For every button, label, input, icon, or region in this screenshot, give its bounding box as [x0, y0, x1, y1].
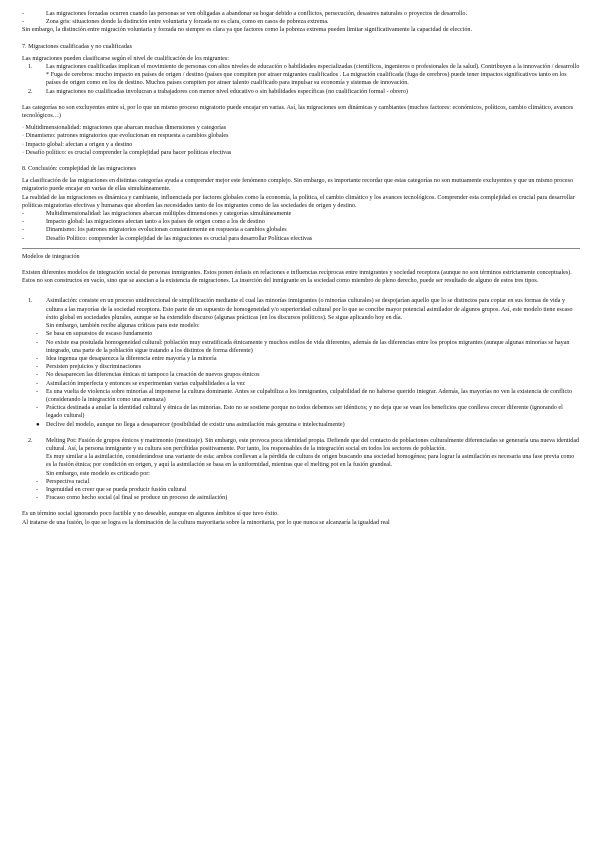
list-item — [22, 437, 580, 478]
section-heading: Modelos de integración — [22, 253, 80, 260]
list-item: 2. Las migraciones no cualificadas involucran a trabajadores con menor nivel educativo o sin habilidades específicas (no cualificación formal - obrero) — [22, 88, 580, 96]
paragraph: Sin embargo, la distinción entre migración voluntaria y forzada no siempre es clara ya que factores como la pobreza extrema pueden limitar significativamente la capacidad de elección. — [22, 27, 472, 34]
critic-item: - Persisten prejuicios y discriminaciones — [22, 363, 580, 371]
bullet-text: Zona gris: situaciones donde la distinción entre voluntaria y forzada no es clara, como en casos de pobreza extrema. — [46, 19, 329, 26]
paragraph: La clasificación de las migraciones en distintas categorías ayuda a comprender mejor este fenómeno complejo. Sin embargo, es importante recordar que estas categorías no son mutuamente excluyentes y que un mismo proceso migratorio puede encajar en varias de ellas simultáneamente. — [22, 178, 574, 193]
paragraph: Es un término social ignorando poco factible y no deseable, aunque en algunos ámbitos sí que tuvo éxito. — [22, 511, 279, 518]
paragraph: La realidad de las migraciones es dinámica y cambiante, influenciada por factores globales como la economía, la política, el cambio climático y los avances tecnológicos. Comprender esta complejidad es crucial para desarrollar políticas migratorias efectivas y humanas que aborden las necesidades tanto de los migrantes como de las sociedades de origen y destino. — [22, 194, 575, 209]
document-page — [22, 10, 580, 527]
item-note: * Fuga de cerebros: mucho impacto en países de origen / destino (países que compiten por atraer migrantes cualificados . La migración cualificada (fuga de cerebros) puede tener impactos significativos tanto en los países de origen como en los de destino. Muchos países compiten por atraer talento cualificado para impulsar su economía y sistemas de innovación. — [46, 72, 567, 87]
divider — [22, 248, 580, 249]
critic-text: Ingenuidad en creer que se pueda producir fusión cultural — [46, 486, 187, 493]
list-item: 1. Las migraciones cualificadas implican el movimiento de personas con altos niveles de educación o habilidades especializadas (científicos, ingenieros o profesionales de la salud). Contribuyen a la innovación / desarrollo * Fuga de cerebros: mucho impacto en países de origen / destino (países que compiten por atraer migrantes cualificados . La migración cualificada (fuga de cerebros) puede tener impactos significativos tanto en los países de origen como en los de destino. Muchos países compiten por atraer talento cualificado para impulsar su economía y sistemas de innovación. — [28, 64, 580, 87]
critic-item: - Idea ingenua que desaparezca la diferencia entre mayoría y la minoría — [22, 355, 580, 363]
bullet-text: Dinamismo: los patrones migratorios evolucionan constantemente en respuesta a cambios globales — [46, 227, 287, 234]
section-heading: 7. Migraciones cualificadas y no cualificadas — [22, 43, 132, 50]
critic-item: - No existe esa postulada homogeneidad cultural: población muy estratificada étnicamente y muchos estilos de vida diferentes, además de las diferencias entre los propios migrantes (aunque algunas minorías se hayan integrado, una parte de la población sigue tratando a los distintos de forma diferente) — [22, 339, 580, 355]
critic-item: - Fracaso como hecho social (al final se produce un proceso de asimilación) — [22, 494, 580, 502]
list-item: - Las migraciones forzadas ocurren cuando las personas se ven obligadas a abandonar su hogar debido a conflictos, persecución, desastres naturales o proyectos de desarrollo. — [22, 11, 467, 17]
item-text: Es muy similar a la asimilación, considerándose una variante de esta: ambos conllevan a la pérdida de cultura de origen buscando una sociedad homogénea; para lograr la asimilación es necesaria una fase previa como es la fusión étnica; por condición en origen, y aquí la asimilación se basa en la uniformidad, mientras que el melting pot en la fusión grandeal. — [46, 454, 575, 469]
list-item: - Desafío Político: comprender la complejidad de las migraciones es crucial para desarrollar Políticas efectivas — [22, 235, 313, 242]
summary-line: · Dinamismo: patrones migratorios que evolucionan en respuesta a cambios globales — [22, 133, 229, 140]
bullet-text: Multidimensionalidad: las migraciones abarcan múltiples dimensiones y categorías simultáneamente — [46, 211, 292, 218]
critic-text: No existe esa postulada homogeneidad cultural: población muy estratificada étnicamente y muchos estilos de vida diferentes, además de las diferencias entre los propios migrantes (aunque algunas minorías se hayan integrado, una parte de la población sigue tratando a los distintos de forma diferente) — [46, 339, 570, 354]
paragraph: Las categorías no son excluyentes entre sí, por lo que un mismo proceso migratorio puede encajar en varias. Así, las migraciones son dinámicas y cambiantes (muchos factores: económicos, políticos, cambio climático, avances tecnológicos…) — [22, 104, 574, 120]
critic-item: - Práctica destinada a anular la identidad cultural y étnica de las minorías. Esto no se sostiene porque no todos debemos ser idénticos; y no deja que se vean los beneficios que conlleva crecer diferente (ignorando el legado cultural) — [22, 404, 580, 420]
summary-line: · Impacto global: afectan a origen y a destino — [22, 141, 133, 148]
item-text: Las migraciones cualificadas implican el movimiento de personas con altos niveles de educación o habilidades especializadas (científicos, ingenieros o profesionales de la salud). Contribuyen a la innovación / desarrollo — [46, 64, 580, 71]
critic-item: - Se basa en supuestos de escaso fundamento — [22, 330, 580, 338]
critic-text: Práctica destinada a anular la identidad cultural y étnica de las minorías. Esto no se sostiene porque no todos debemos ser idénticos; y no deja que se vean los beneficios que conlleva crecer diferente (ignorando el legado cultural) — [46, 405, 563, 420]
critic-text: Perspectiva racial — [46, 478, 90, 485]
list-item: - Dinamismo: los patrones migratorios evolucionan constantemente en respuesta a cambios globales — [22, 227, 287, 234]
list-item: - Impacto global: las migraciones afectan tanto a los países de origen como a los de destino — [22, 219, 265, 226]
critic-text: Declive del modelo, aunque no llega a desaparecer (posibilidad de existir una asimilación más genuina e intelectualmente) — [46, 421, 345, 428]
critic-item: ● Declive del modelo, aunque no llega a desaparecer (posibilidad de existir una asimilación más genuina e intelectualmente) — [22, 421, 580, 429]
critic-text: Es una vuelta de violencia sobre minorías al imponerse la cultura dominante. Antes se culpabiliza a los inmigrantes, culpabilidad de no haberse querido integrar. Además, las mayorías no ven la existencia de conflicto (considerando la integración como una amenaza) — [46, 388, 572, 403]
bullet-text: Impacto global: las migraciones afectan tanto a los países de origen como a los de destino — [46, 219, 265, 226]
list-item — [22, 297, 580, 330]
paragraph: Las migraciones pueden clasificarse según el nivel de cualificación de los migrantes: — [22, 55, 229, 62]
critic-text: Asimilación imperfecta y entonces se experimentan varias culpabilidades a la vez — [46, 380, 245, 387]
critic-text: No desaparecen las diferencias étnicas ni tampoco la creación de nuevos grupos étnicos — [46, 372, 260, 379]
critic-item: - No desaparecen las diferencias étnicas ni tampoco la creación de nuevos grupos étnicos — [22, 371, 580, 379]
critic-item: - Es una vuelta de violencia sobre minorías al imponerse la cultura dominante. Antes se culpabiliza a los inmigrantes, culpabilidad de no haberse querido integrar. Además, las mayorías no ven la existencia de conflicto (considerando la integración como una amenaza) — [22, 388, 580, 404]
critics-intro: Sin embargo, también recibe algunas críticas para este modelo: — [46, 323, 200, 330]
paragraph: Al tratarse de una fusión, lo que se logra es la dominación de la cultura mayoritaria sobre la minoritaria, por lo que nunca se alcanzaría la igualdad real — [22, 519, 390, 526]
item-number: 1. — [28, 298, 33, 305]
critic-item: - Ingenuidad en creer que se pueda producir fusión cultural — [22, 486, 580, 494]
item-text: Las migraciones no cualificadas involucran a trabajadores con menor nivel educativo o sin habilidades específicas (no cualificación formal - obrero) — [46, 88, 408, 95]
item-number: 2. — [28, 437, 33, 444]
critic-item: - Asimilación imperfecta y entonces se experimentan varias culpabilidades a la vez — [22, 380, 580, 388]
section-heading: 8. Conclusión: complejidad de las migraciones — [22, 166, 137, 173]
paragraph: Existen diferentes modelos de integración social de personas inmigrantes. Estos ponen énfasis en relaciones e influencias recíprocas entre inmigrantes y sociedad receptora (aunque no son términos estrictamente conceptuales). Estos no son constructos en vacío, sino que se asocian a la existencia de migraciones. La inserción del inmigrante en la sociedad como miembro de pleno derecho, puede ser resultado de alguno de estos tres tipos. — [22, 270, 572, 285]
critics-intro: Sin embargo, este modelo es criticado por: — [46, 470, 150, 477]
bullet-text: Desafío Político: comprender la complejidad de las migraciones es crucial para desarrollar Políticas efectivas — [46, 235, 313, 242]
item-text: Melting Pot: Fusión de grupos étnicos y matrimonio (mestizaje). Sin embargo, este provoca poca identidad propia. Defiende que del contacto de poblaciones culturalmente diferenciadas se generaría una nueva identidad cultural. Así, la persona inmigrante y su cultura son percibidas positivamente. Por tanto, los responsables de la integración social en todos los sectores de población. — [46, 437, 580, 452]
item-text: Asimilación: consiste en un proceso unidireccional de simplificación mediante el cual las minorías inmigrantes (o minorías culturales) se despojarían aquello que lo se distinctos para copiar en sus formas de vida y cultura a las mayorías de la sociedad receptora. Esto parte de un supuesto de homogeneidad y/o superioridad cultural por lo que se concibe mayor potencial asimilador de algunos grupos. Así, este modelo tiene escaso éxito global en sociedades plurales, aunque se ha extendido discurso (algunas prácticas (en los discursos políticos). Se sigue aplicando hoy en día. — [46, 298, 573, 321]
list-item: - Zona gris: situaciones donde la distinción entre voluntaria y forzada no es clara, como en casos de pobreza extrema. — [22, 19, 329, 26]
critic-text: Idea ingenua que desaparezca la diferencia entre mayoría y la minoría — [46, 355, 217, 362]
summary-line: · Desafío político: es crucial comprender la complejidad para hacer políticas efectivas — [22, 149, 232, 156]
critic-item: - Perspectiva racial — [22, 478, 580, 486]
summary-line: · Multidimensionalidad: migraciones que abarcan muchas dimensiones y categorías — [22, 125, 227, 132]
critic-text: Persisten prejuicios y discriminaciones — [46, 364, 141, 371]
critic-text: Fracaso como hecho social (al final se produce un proceso de asimilación) — [46, 495, 228, 502]
list-item: - Multidimensionalidad: las migraciones abarcan múltiples dimensiones y categorías simultáneamente — [22, 211, 292, 218]
critic-text: Se basa en supuestos de escaso fundamento — [46, 331, 153, 338]
bullet-text: Las migraciones forzadas ocurren cuando las personas se ven obligadas a abandonar su hogar debido a conflictos, persecución, desastres naturales o proyectos de desarrollo. — [46, 11, 467, 17]
